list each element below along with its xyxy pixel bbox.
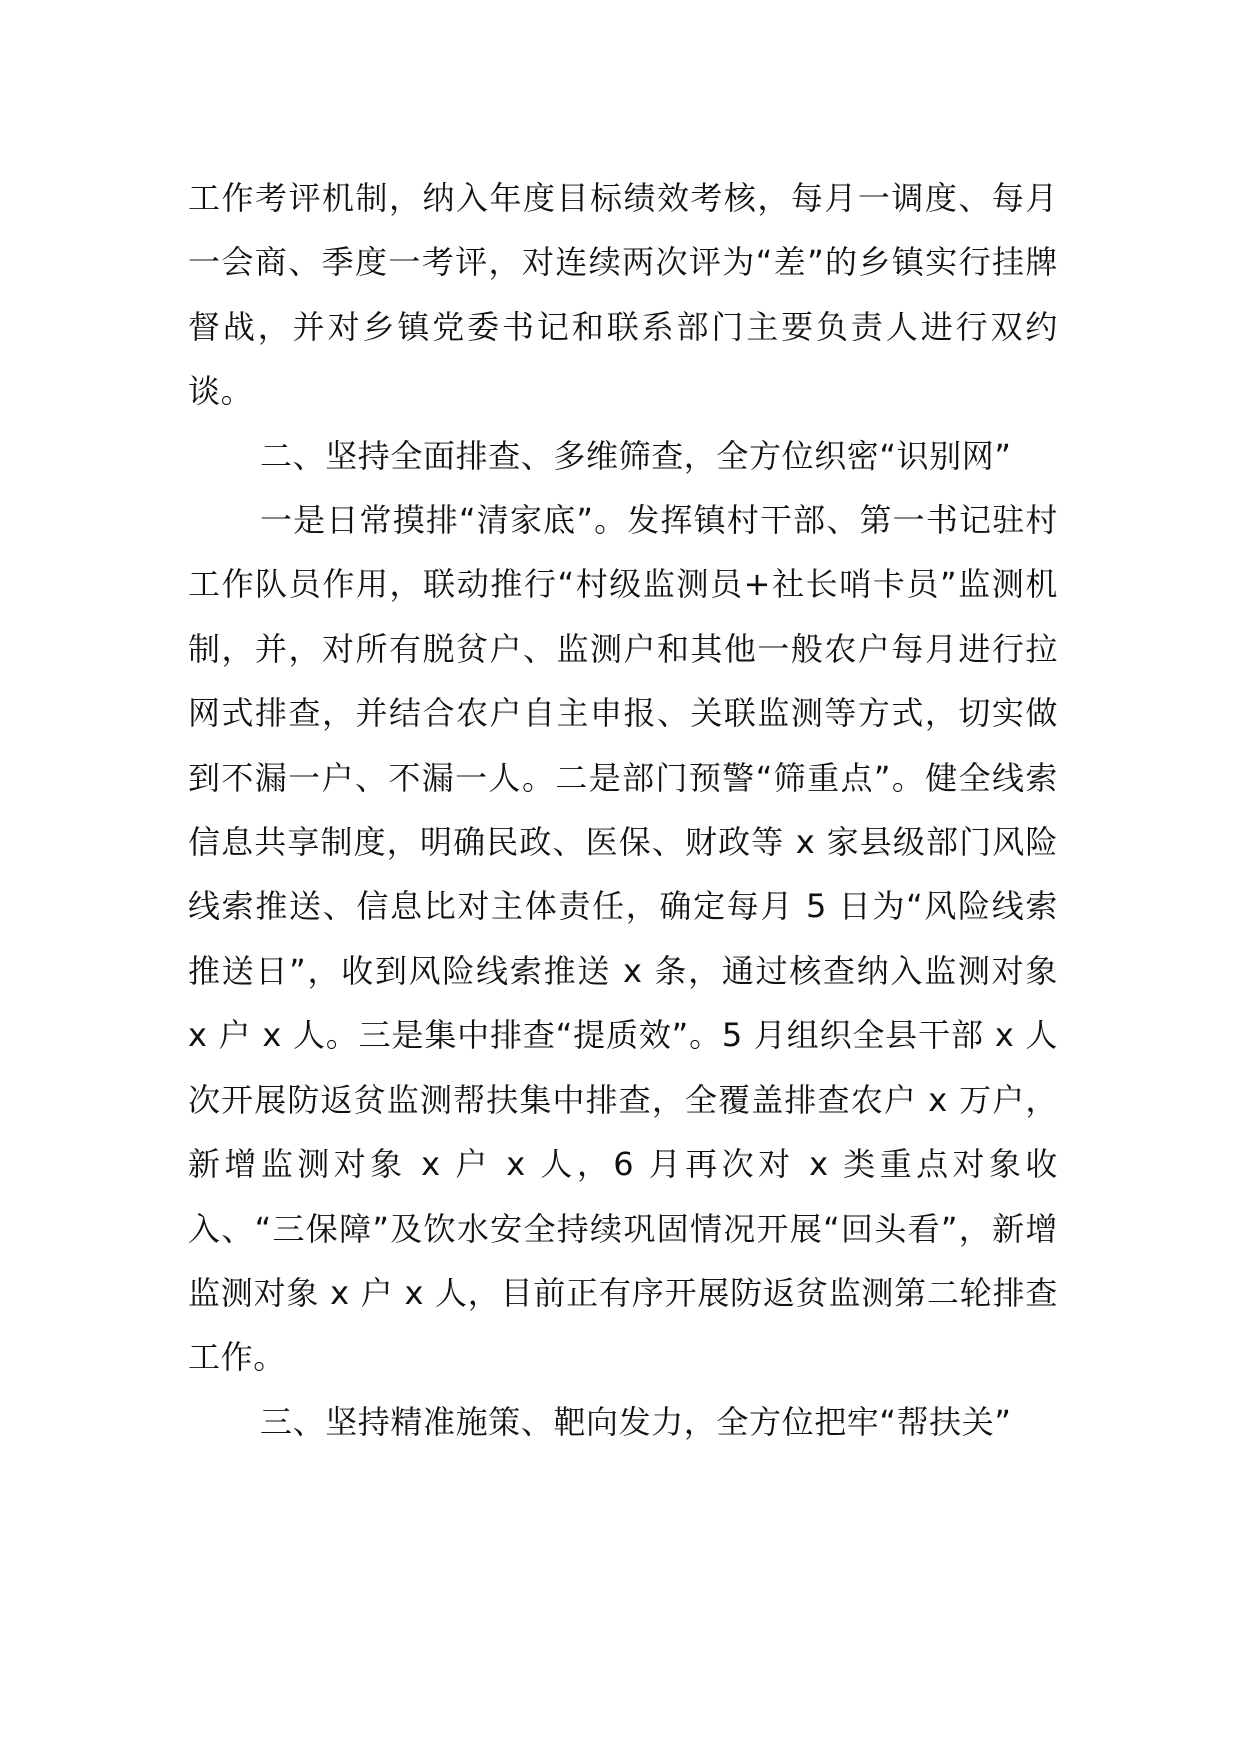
paragraph-assessment-mechanism: 工作考评机制，纳入年度目标绩效考核，每月一调度、每月一会商、季度一考评，对连续两次评为“差”的乡镇实行挂牌督战，并对乡镇党委书记和联系部门主要负责人进行双约谈。 — [188, 179, 1058, 411]
document-body — [188, 166, 1058, 1454]
section-heading-three: 三、坚持精准施策、靶向发力，全方位把牢“帮扶关” — [260, 1402, 1012, 1441]
paragraph-screening-measures: 一是日常摸排“清家底”。发挥镇村干部、第一书记驻村工作队员作用，联动推行“村级监测员+社长哨卡员”监测机制，并，对所有脱贫户、监测户和其他一般农户每月进行拉网式排查，并结合农户自主申报、关联监测等方式，切实做到不漏一户、不漏一人。二是部门预警“筛重点”。健全线索信息共享制度，明确民政、医保、财政等 x 家县级部门风险线索推送、信息比对主体责任，确定每月 5 日为“风险线索推送日”，收到风险线索推送 x 条，通过核查纳入监测对象 x 户 x 人。三是集中排查“提质效”。5 月组织全县干部 x 人次开展防返贫监测帮扶集中排查，全覆盖排查农户 x 万户，新增监测对象 x 户 x 人，6 月再次对 x 类重点对象收入、“三保障”及饮水安全持续巩固情况开展“回头看”，新增监测对象 x 户 x 人，目前正有序开展防返贫监测第二轮排查工作。 — [188, 501, 1058, 1377]
section-heading-two: 二、坚持全面排查、多维筛查，全方位织密“识别网” — [260, 436, 1012, 475]
